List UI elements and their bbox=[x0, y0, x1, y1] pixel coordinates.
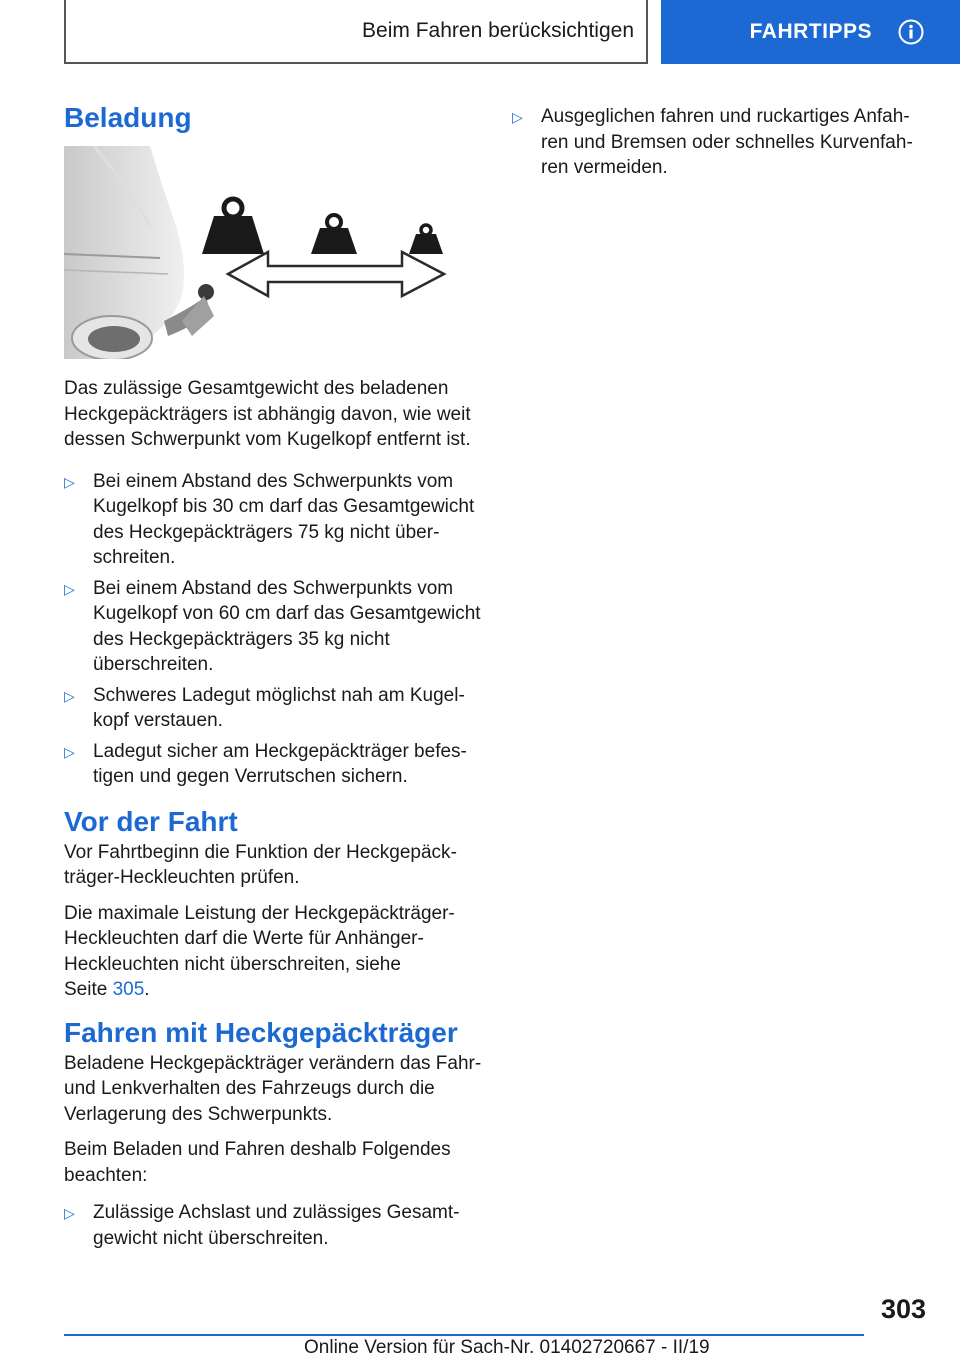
hitch-load-distance-illustration bbox=[64, 146, 464, 359]
fahren-p2: Beim Beladen und Fahren deshalb Folgendes beachten: bbox=[64, 1139, 451, 1186]
vor-der-fahrt-p1: Vor Fahrtbeginn die Funktion der Heckgepäckträger-Heckleuchten prüfen. bbox=[64, 841, 457, 888]
bullet-triangle-icon: ▷ bbox=[64, 1205, 75, 1221]
bullet-triangle-icon: ▷ bbox=[64, 687, 75, 704]
fahren-list-right bbox=[512, 104, 916, 181]
list-item: ▷ Bei einem Abstand des Schwerpunkts vom Kugelkopf von 60 cm darf das Gesamtgewicht des Heckgepäckträgers 35 kg nicht überschreiten. bbox=[64, 577, 481, 675]
list-item: ▷ Bei einem Abstand des Schwerpunkts vom Kugelkopf bis 30 cm darf das Gesamtgewicht des Heckgepäckträgers 75 kg nicht überschreiten. bbox=[64, 470, 475, 568]
bullet-triangle-icon: ▷ bbox=[64, 473, 75, 490]
beladung-list bbox=[64, 469, 484, 790]
header-section-title bbox=[64, 0, 648, 64]
page-reference-link[interactable]: 305 bbox=[112, 979, 145, 1000]
vor-der-fahrt-p2: Die maximale Leistung der Heckgepäckträger-Heckleuchten darf die Werte für Anhänger-Heckleuchten nicht überschreiten, siehe Seite 305. bbox=[64, 902, 455, 1000]
heading-fahren-mit-heckgepaecktraeger: Fahren mit Heckgepäckträger bbox=[64, 1016, 458, 1048]
fahren-list-left bbox=[64, 1200, 484, 1251]
fahren-p1: Beladene Heckgepäckträger verändern das Fahr- und Lenkverhalten des Fahrzeugs durch die Verlagerung des Schwerpunkts. bbox=[64, 1052, 482, 1125]
list-item: ▷ Zulässige Achslast und zulässiges Gesamtgewicht nicht überschreiten. bbox=[64, 1202, 460, 1249]
heading-vor-der-fahrt: Vor der Fahrt bbox=[64, 805, 238, 837]
right-column bbox=[512, 96, 916, 186]
footer-online-version: Online Version für Sach-Nr. 01402720667 - II/19 bbox=[304, 1337, 710, 1358]
bullet-triangle-icon: ▷ bbox=[64, 743, 75, 760]
info-icon bbox=[898, 19, 924, 45]
left-column bbox=[64, 96, 484, 1256]
page-number: 303 bbox=[880, 1294, 926, 1324]
list-item: ▷ Ladegut sicher am Heckgepäckträger befestigen und gegen Verrutschen sichern. bbox=[64, 740, 467, 787]
list-item: ▷ Schweres Ladegut möglichst nah am Kugelkopf verstauen. bbox=[64, 684, 465, 731]
bullet-triangle-icon: ▷ bbox=[512, 109, 523, 125]
header-section-label: Beim Fahren berücksichtigen bbox=[362, 19, 634, 42]
heading-beladung: Beladung bbox=[64, 102, 192, 133]
header-chapter-label: FAHRTIPPS bbox=[749, 20, 872, 43]
list-item: ▷ Ausgeglichen fahren und ruckartiges Anfahren und Bremsen oder schnelles Kurvenfahren vermeiden. bbox=[512, 106, 913, 178]
header-chapter-tab bbox=[661, 0, 960, 64]
bullet-triangle-icon: ▷ bbox=[64, 580, 75, 597]
footer-divider bbox=[64, 1334, 864, 1336]
beladung-intro: Das zulässige Gesamtgewicht des beladenen Heckgepäckträgers ist abhängig davon, wie weit dessen Schwerpunkt vom Kugelkopf entfernt ist. bbox=[64, 378, 471, 450]
